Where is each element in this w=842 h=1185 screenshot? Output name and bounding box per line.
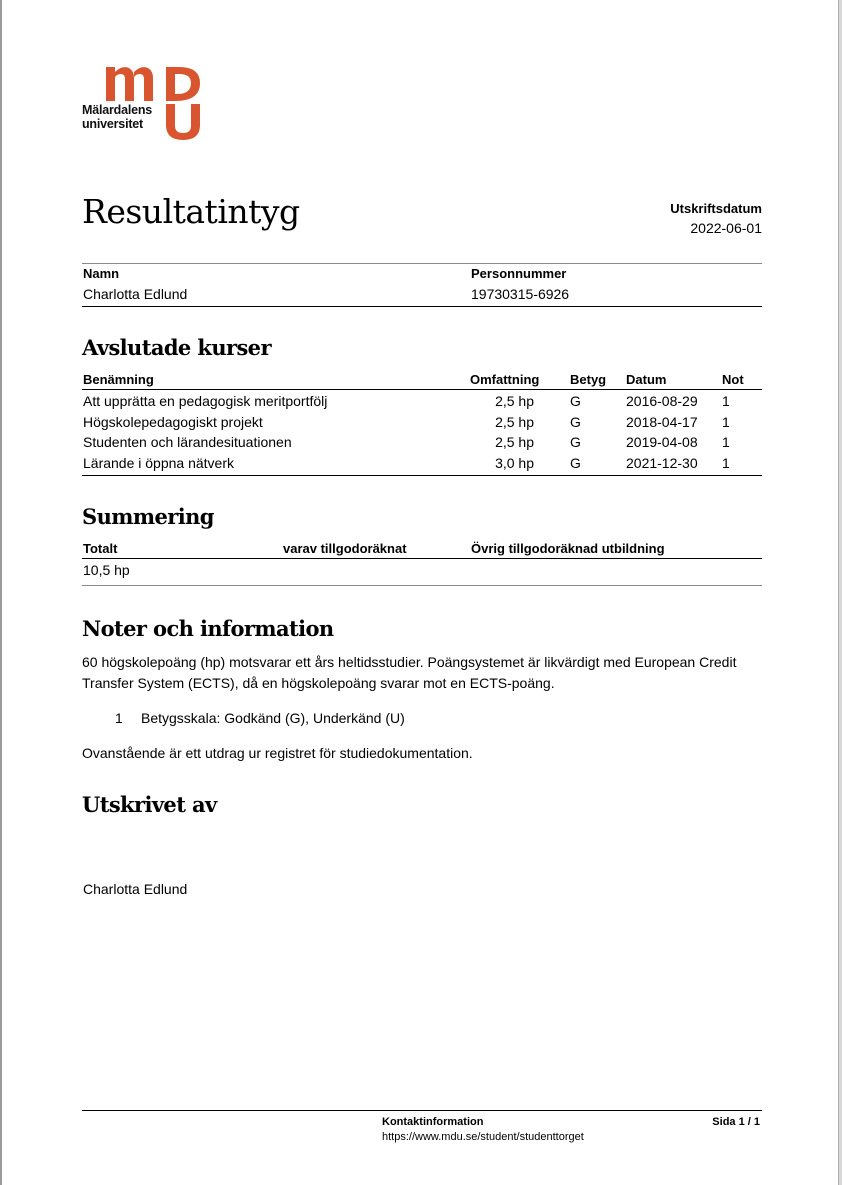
person-name: Charlotta Edlund — [83, 286, 188, 302]
contact-url[interactable]: https://www.mdu.se/student/studenttorget — [382, 1131, 584, 1143]
divider — [82, 306, 762, 307]
divider — [82, 263, 762, 264]
course-date: 2018-04-17 — [626, 414, 698, 430]
course-note: 1 — [722, 455, 730, 471]
notes-intro-line2: Transfer System (ECTS), då en högskolepoäng svarar mot en ECTS-poäng. — [82, 675, 555, 691]
course-grade: G — [570, 414, 581, 430]
table-row — [82, 393, 762, 414]
summary-credited-label: varav tillgodoräknat — [283, 541, 407, 556]
page-left-border — [0, 0, 2, 1185]
contact-info-label: Kontaktinformation — [382, 1116, 484, 1128]
course-grade: G — [570, 434, 581, 450]
course-name: Studenten och lärandesituationen — [83, 434, 292, 450]
notes-intro-line1: 60 högskolepoäng (hp) motsvarar ett års heltidsstudier. Poängsystemet är likvärdigt med European Credit — [82, 654, 737, 670]
course-note: 1 — [722, 393, 730, 409]
course-grade: G — [570, 455, 581, 471]
course-date: 2021-12-30 — [626, 455, 698, 471]
course-name: Lärande i öppna nätverk — [83, 455, 234, 471]
note-text: Betygsskala: Godkänd (G), Underkänd (U) — [141, 710, 405, 726]
column-header-scope: Omfattning — [470, 372, 540, 387]
column-header-grade: Betyg — [570, 372, 607, 387]
course-scope: 3,0 hp — [495, 455, 534, 471]
print-date-label: Utskriftsdatum — [670, 201, 762, 216]
column-header-name: Benämning — [83, 372, 154, 387]
summary-total-value: 10,5 hp — [83, 562, 130, 578]
divider — [82, 558, 762, 559]
personal-id: 19730315-6926 — [471, 286, 570, 302]
column-header-date: Datum — [626, 372, 667, 387]
summary-total-label: Totalt — [83, 541, 118, 556]
course-date: 2019-04-08 — [626, 434, 698, 450]
course-scope: 2,5 hp — [495, 434, 534, 450]
course-date: 2016-08-29 — [626, 393, 698, 409]
course-note: 1 — [722, 414, 730, 430]
course-scope: 2,5 hp — [495, 414, 534, 430]
course-scope: 2,5 hp — [495, 393, 534, 409]
name-label: Namn — [83, 266, 120, 281]
divider — [82, 585, 762, 586]
course-grade: G — [570, 393, 581, 409]
personal-id-label: Personnummer — [471, 266, 567, 281]
footer-divider — [82, 1110, 762, 1111]
course-name: Att upprätta en pedagogisk meritportfölj — [83, 393, 328, 409]
notes-disclaimer: Ovanstående är ett utdrag ur registret för studiedokumentation. — [82, 745, 473, 761]
printed-by-heading: Utskrivet av — [82, 792, 217, 817]
table-row — [82, 414, 762, 435]
table-row — [82, 434, 762, 455]
university-name — [82, 103, 152, 131]
summary-other-credited-label: Övrig tillgodoräknad utbildning — [471, 541, 665, 556]
document-title: Resultatintyg — [82, 192, 300, 231]
course-name: Högskolepedagogiskt projekt — [83, 414, 263, 430]
table-row — [82, 455, 762, 476]
page-number: Sida 1 / 1 — [712, 1116, 760, 1128]
printed-by-name: Charlotta Edlund — [83, 881, 188, 897]
page-right-border — [838, 0, 842, 1185]
divider — [82, 475, 762, 476]
course-note: 1 — [722, 434, 730, 450]
notes-intro — [82, 652, 772, 694]
divider — [82, 389, 762, 390]
note-number: 1 — [115, 710, 123, 726]
university-name-line1: Mälardalens — [82, 103, 153, 117]
summary-heading: Summering — [82, 504, 214, 529]
print-date: 2022-06-01 — [690, 220, 762, 236]
university-name-line2: universitet — [82, 117, 144, 131]
notes-heading: Noter och information — [82, 616, 334, 641]
column-header-note: Not — [722, 372, 744, 387]
completed-courses-heading: Avslutade kurser — [82, 335, 271, 360]
